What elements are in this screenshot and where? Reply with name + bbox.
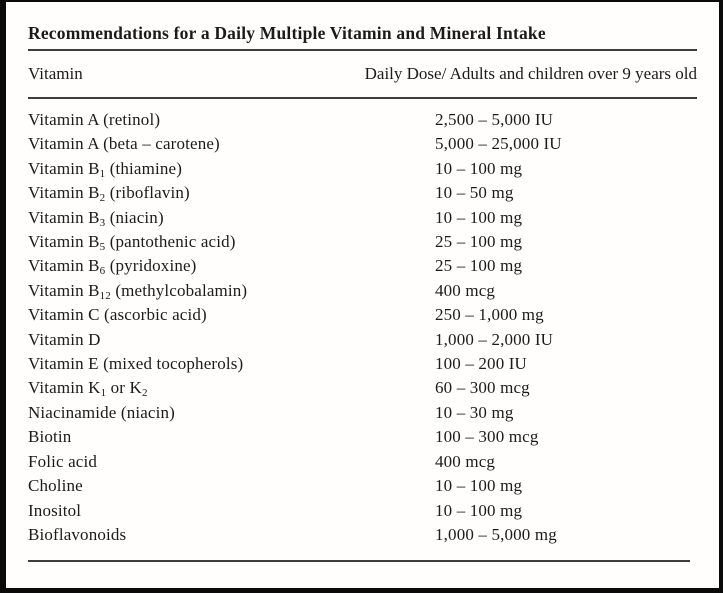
dose-cell: 10 – 100 mg (435, 476, 523, 496)
divider-under-header (28, 97, 697, 99)
dose-cell: 25 – 100 mg (435, 256, 523, 276)
dose-cell: 10 – 100 mg (435, 158, 523, 178)
table-row (28, 523, 697, 547)
table-row (28, 474, 697, 498)
table-row (28, 279, 697, 303)
table-row (28, 108, 697, 132)
vitamin-name-cell: Vitamin A (beta – carotene) (28, 134, 220, 154)
column-header-dose: Daily Dose/ Adults and children over 9 years old (364, 64, 697, 83)
table-row (28, 328, 697, 352)
vitamin-name-cell: Vitamin $B_6$ (pyridoxine) (28, 256, 197, 278)
vitamin-name-cell: Inositol (28, 500, 82, 520)
table-row (28, 376, 697, 400)
table-row (28, 499, 697, 523)
dose-cell: 10 – 50 mg (435, 183, 514, 203)
vitamin-name-cell: Vitamin C (ascorbic acid) (28, 305, 207, 325)
dose-cell: 400 mcg (435, 280, 496, 300)
dose-cell: 60 – 300 mcg (435, 378, 530, 398)
vitamin-name-cell: Vitamin $B_{12}$ (methylcobalamin) (28, 280, 248, 302)
dose-cell: 1,000 – 5,000 mg (435, 524, 557, 544)
vitamin-name-cell: Choline (28, 476, 83, 496)
vitamin-name-cell: Niacinamide (niacin) (28, 402, 175, 422)
dose-cell: 25 – 100 mg (435, 232, 523, 252)
dose-cell: 250 – 1,000 mg (435, 305, 544, 325)
vitamin-name-cell: Vitamin $B_3$ (niacin) (28, 207, 164, 229)
dose-cell: 10 – 100 mg (435, 207, 523, 227)
dose-cell: 100 – 300 mcg (435, 427, 539, 447)
dose-cell: 400 mcg (435, 451, 496, 471)
vitamin-name-cell: Bioflavonoids (28, 524, 127, 544)
dose-cell: 10 – 30 mg (435, 402, 514, 422)
vitamin-name-cell: Vitamin D (28, 329, 101, 349)
dose-cell: 1,000 – 2,000 IU (435, 329, 554, 349)
table-body (28, 108, 697, 547)
vitamin-name-cell: Vitamin $K_1$ or $K_2$ (28, 378, 148, 400)
table-row (28, 254, 697, 278)
vitamin-name-cell: Vitamin A (retinol) (28, 110, 161, 129)
dose-cell: 5,000 – 25,000 IU (435, 134, 562, 154)
page-title: Recommendations for a Daily Multiple Vitamin and Mineral Intake (28, 23, 546, 43)
vitamin-name-cell: Folic acid (28, 451, 98, 471)
vitamin-name-cell: Vitamin $B_5$ (pantothenic acid) (28, 232, 236, 254)
vitamin-name-cell: Vitamin $B_2$ (riboflavin) (28, 183, 190, 205)
divider-bottom (28, 560, 690, 562)
dose-cell: 100 – 200 IU (435, 354, 527, 374)
dose-cell: 2,500 – 5,000 IU (435, 110, 554, 129)
vitamin-name-cell: Vitamin E (mixed tocopherols) (28, 354, 244, 374)
table-row (28, 450, 697, 474)
table-row (28, 157, 697, 181)
table-row (28, 132, 697, 156)
column-header-vitamin: Vitamin (28, 64, 83, 83)
table-row (28, 230, 697, 254)
vitamin-name-cell: Biotin (28, 427, 72, 447)
table-row (28, 303, 697, 327)
table-row (28, 181, 697, 205)
table-row (28, 352, 697, 376)
table-row (28, 425, 697, 449)
dose-cell: 10 – 100 mg (435, 500, 523, 520)
table-header-row (28, 51, 697, 97)
vitamin-name-cell: Vitamin $B_1$ (thiamine) (28, 158, 183, 180)
table-row (28, 401, 697, 425)
table-row (28, 206, 697, 230)
